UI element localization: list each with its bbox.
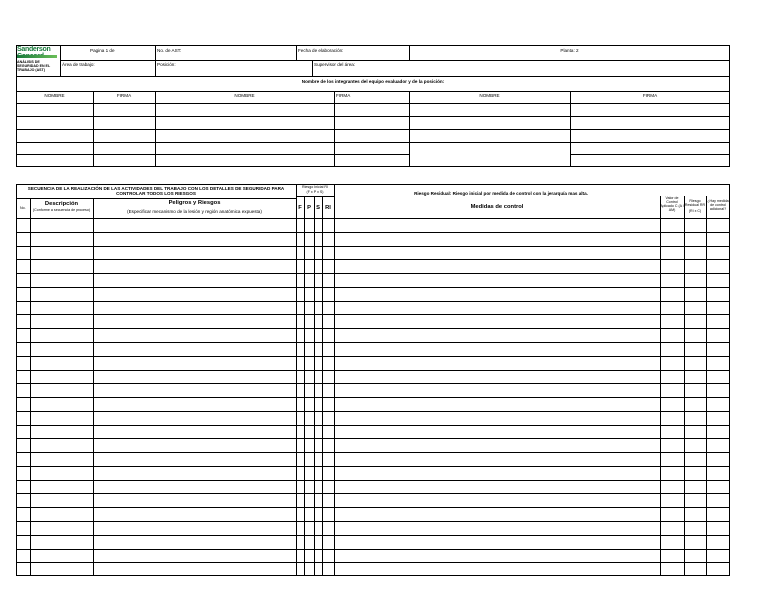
divider xyxy=(60,60,730,61)
divider xyxy=(314,196,315,576)
divider xyxy=(684,196,685,576)
table-row-line xyxy=(16,493,730,494)
divider xyxy=(93,91,94,167)
table-row-line xyxy=(16,480,730,481)
table-row-line xyxy=(16,521,730,522)
table-row-line xyxy=(16,397,730,398)
description-sub: (Conforme a secuencia de proceso) xyxy=(32,208,91,212)
team-col-name-1: NOMBRE xyxy=(44,93,65,98)
divider xyxy=(16,198,296,199)
residual-risk-label: Riesgo Residual RR xyxy=(684,199,706,207)
divider xyxy=(16,91,730,92)
table-row-line xyxy=(16,452,730,453)
table-row-line xyxy=(16,328,730,329)
initial-risk-label: Riesgo Inicial RI xyxy=(302,185,328,189)
work-area-label: Área de trabajo: xyxy=(62,62,95,67)
table-row-line xyxy=(16,232,730,233)
initial-risk-value-label: RI xyxy=(325,205,331,211)
header-border xyxy=(16,45,730,167)
divider xyxy=(322,196,323,576)
severity-label: S xyxy=(316,205,320,211)
table-row-line xyxy=(16,425,730,426)
frequency-label: F xyxy=(298,205,302,211)
table-row-line xyxy=(16,287,730,288)
divider xyxy=(16,218,730,219)
divider xyxy=(93,198,94,576)
table-row-line xyxy=(16,383,730,384)
divider xyxy=(16,103,730,104)
hazards-sub: (Especificar mecanismo de la lesión y región anatómica expuesta) xyxy=(127,209,262,214)
no-label: No. xyxy=(20,206,26,210)
controls-label: Medidas de control xyxy=(470,204,524,210)
table-row-line xyxy=(16,562,730,563)
table-row-line xyxy=(16,370,730,371)
hazards-label: Peligros y Riesgos xyxy=(168,200,221,206)
divider xyxy=(155,60,156,76)
table-row-line xyxy=(16,342,730,343)
divider xyxy=(16,129,730,130)
divider xyxy=(660,196,661,576)
date-label: Fecha de elaboración: xyxy=(298,48,344,53)
initial-risk-formula: (F x P x S) xyxy=(306,190,324,194)
residual-risk-formula: (RI x C) xyxy=(688,209,702,213)
table-row-line xyxy=(16,273,730,274)
table-row-line xyxy=(16,259,730,260)
divider xyxy=(16,76,730,77)
header-section xyxy=(16,45,730,167)
divider xyxy=(304,196,305,576)
divider xyxy=(296,196,334,197)
divider xyxy=(155,45,156,60)
position-label: Posición: xyxy=(157,62,176,67)
divider xyxy=(30,198,31,576)
team-col-signature-2: FIRMA xyxy=(336,93,351,98)
table-row-line xyxy=(16,466,730,467)
ast-title: ANÁLISIS DE SEGURIDAD EN EL TRABAJO (AST) xyxy=(17,60,51,72)
divider xyxy=(16,116,730,117)
table-row-line xyxy=(16,535,730,536)
table-row-line xyxy=(16,246,730,247)
sequence-title: SECUENCIA DE LA REALIZACIÓN DE LAS ACTIVIDADES DEL TRABAJO CON LOS DETALLES DE SEGURIDAD PARA CONTROLAR TODOS LOS RIESGOS xyxy=(27,186,285,197)
divider xyxy=(296,184,297,576)
team-col-signature-3: FIRMA xyxy=(642,93,658,98)
analysis-border xyxy=(16,184,730,576)
divider xyxy=(16,154,409,155)
table-row-line xyxy=(16,411,730,412)
table-row-line xyxy=(16,549,730,550)
page-label: Pagina 1 de xyxy=(90,48,115,53)
analysis-table xyxy=(16,184,730,576)
divider xyxy=(334,91,335,167)
divider xyxy=(296,45,297,60)
divider xyxy=(334,184,335,576)
extra-control-label: ¿Hay medida de control adicional? xyxy=(707,199,729,211)
team-col-name-2: NOMBRE xyxy=(234,93,255,98)
logo-text: Sanderson xyxy=(17,46,51,53)
table-row-line xyxy=(16,314,730,315)
description-label: Descripción xyxy=(44,201,79,207)
divider xyxy=(570,91,571,167)
control-value-label: Valor de Control Aplicado C (A / AM) xyxy=(660,196,684,212)
divider xyxy=(16,142,730,143)
divider xyxy=(312,60,313,76)
table-row-line xyxy=(16,356,730,357)
logo-underline xyxy=(17,55,57,58)
supervisor-label: Supervisor del área: xyxy=(314,62,356,67)
divider xyxy=(570,154,730,155)
residual-risk-title: Riesgo Residual: Riesgo inicial por medida de control con la jerarquía mas alta. xyxy=(414,191,588,196)
divider xyxy=(706,196,707,576)
table-row-line xyxy=(16,438,730,439)
team-title: Nombre de los integrantes del equipo evaluador y de la posición: xyxy=(301,79,445,84)
table-row-line xyxy=(16,301,730,302)
ast-number-label: No. de AST: xyxy=(157,48,182,53)
divider xyxy=(409,91,410,167)
plant-label: Planta: 2 xyxy=(560,48,579,53)
team-col-signature-1: FIRMA xyxy=(116,93,132,98)
probability-label: P xyxy=(307,205,311,211)
team-col-name-3: NOMBRE xyxy=(479,93,500,98)
table-row-line xyxy=(16,507,730,508)
divider xyxy=(155,91,156,167)
